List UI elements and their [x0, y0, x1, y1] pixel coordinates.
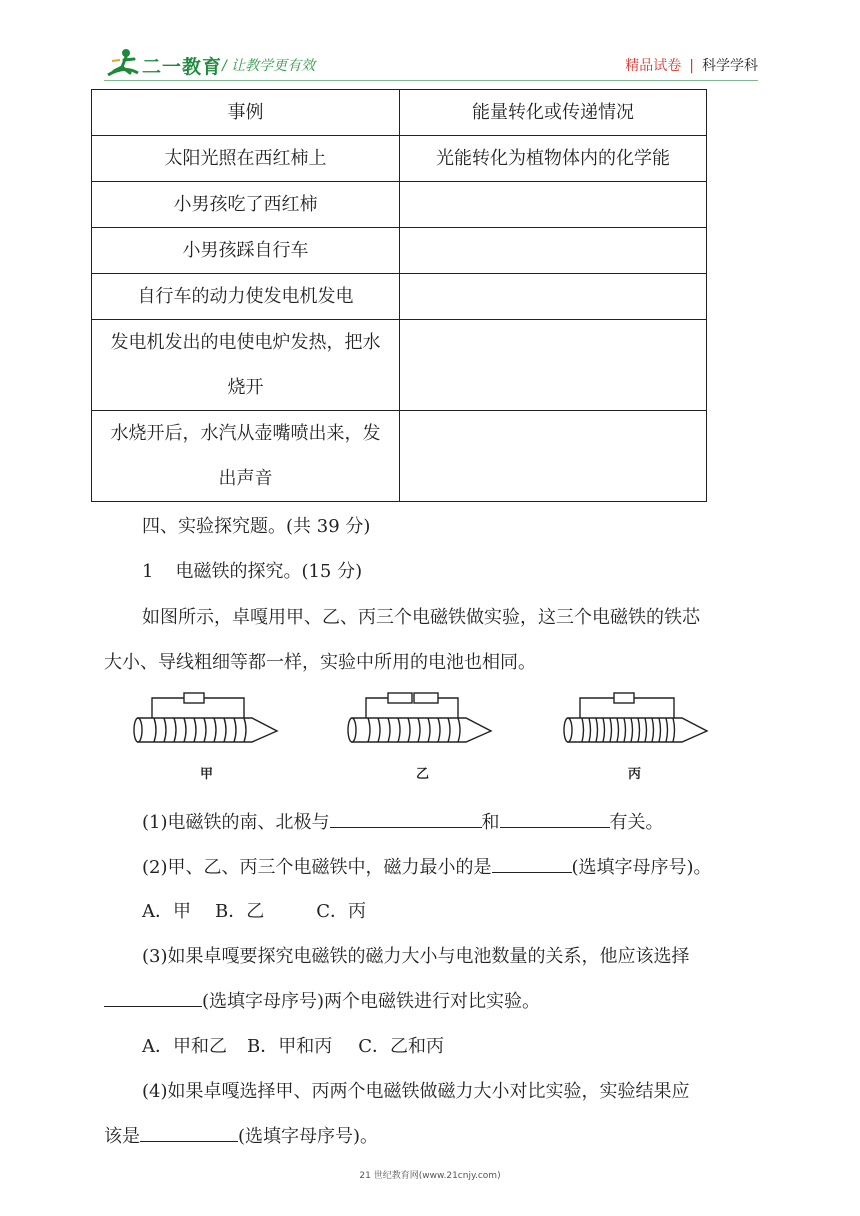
- option: A．甲: [142, 901, 191, 922]
- table-cell: 水烧开后，水汽从壶嘴喷出来，发出声音: [92, 411, 400, 502]
- question-1-4-line1: (4)如果卓嘎选择甲、丙两个电磁铁做磁力大小对比实验，实验结果应: [142, 1081, 690, 1102]
- brand-name: 二一教育: [142, 56, 223, 78]
- option: B．甲和丙: [247, 1036, 333, 1057]
- table-row: [92, 320, 707, 411]
- tag-premium: 精品试卷: [625, 58, 682, 74]
- table-cell: 太阳光照在西红柿上: [92, 136, 400, 182]
- answer-blank[interactable]: [500, 809, 610, 828]
- option: A．甲和乙: [142, 1036, 227, 1057]
- table-header-row: [92, 90, 707, 136]
- question-text: (选填字母序号)两个电磁铁进行对比实验。: [202, 991, 541, 1012]
- table-cell: 发电机发出的电使电炉发热，把水烧开: [92, 320, 400, 411]
- answer-blank[interactable]: [140, 1123, 238, 1142]
- question-text: (选填字母序号)。: [571, 857, 712, 878]
- question-1-2: [142, 853, 712, 879]
- figure-label-yi: 乙: [416, 767, 430, 782]
- option: B．乙: [215, 901, 265, 922]
- question-text: (2)甲、乙、丙三个电磁铁中，磁力最小的是: [142, 857, 492, 878]
- question-1-2-options: [142, 897, 366, 923]
- page-header: [0, 0, 860, 84]
- table-header-cell: 事例: [92, 90, 400, 136]
- question-1-1: [142, 808, 664, 834]
- page-footer: 21 世纪教育网(www.21cnjy.com): [359, 1171, 501, 1181]
- table-row: [92, 136, 707, 182]
- table-header-cell: 能量转化或传递情况: [400, 90, 707, 136]
- header-tags: [625, 55, 758, 75]
- question-1-3-line2: [104, 987, 540, 1013]
- tag-separator: |: [689, 58, 694, 74]
- brand-slogan: / 让教学更有效: [222, 58, 316, 74]
- intro-line-1: 如图所示，卓嘎用甲、乙、丙三个电磁铁做实验，这三个电磁铁的铁芯: [142, 607, 700, 628]
- question-1-4-line2: [104, 1122, 378, 1148]
- question-title: 电磁铁的探究。(15 分): [175, 561, 363, 582]
- table-cell: 光能转化为植物体内的化学能: [400, 136, 707, 182]
- question-text: (1)电磁铁的南、北极与: [142, 812, 330, 833]
- section-title: 四、实验探究题。(共 39 分): [142, 516, 371, 537]
- table-cell: [400, 182, 707, 228]
- header-divider: [104, 80, 758, 81]
- table-cell: [400, 320, 707, 411]
- table-cell: 小男孩吃了西红柿: [92, 182, 400, 228]
- option: C．丙: [316, 901, 367, 922]
- table-cell: [400, 228, 707, 274]
- answer-blank[interactable]: [104, 988, 202, 1007]
- table-row: [92, 182, 707, 228]
- question-text: 该是: [104, 1126, 140, 1147]
- table-cell: 自行车的动力使发电机发电: [92, 274, 400, 320]
- intro-line-2: 大小、导线粗细等都一样，实验中所用的电池也相同。: [104, 652, 536, 673]
- question-1-3-options: [142, 1032, 444, 1058]
- electromagnet-bing: [564, 693, 707, 742]
- electromagnet-jia: [134, 693, 277, 742]
- energy-table: [91, 89, 707, 502]
- question-1-3-line1: (3)如果卓嘎要探究电磁铁的磁力大小与电池数量的关系，他应该选择: [142, 946, 690, 967]
- question-number: 1: [142, 561, 154, 582]
- table-cell: [400, 411, 707, 502]
- option: C．乙和丙: [358, 1036, 445, 1057]
- answer-blank[interactable]: [492, 854, 572, 873]
- question-text: 和: [481, 812, 500, 833]
- question-1-heading: [142, 557, 362, 583]
- question-text: (选填字母序号)。: [238, 1126, 379, 1147]
- table-row: [92, 274, 707, 320]
- question-text: 有关。: [609, 812, 664, 833]
- table-cell: [400, 274, 707, 320]
- figure-label-jia: 甲: [200, 767, 214, 782]
- figure-label-bing: 丙: [628, 767, 642, 782]
- table-row: [92, 228, 707, 274]
- table-cell: 小男孩踩自行车: [92, 228, 400, 274]
- electromagnet-yi: [348, 693, 491, 742]
- tag-subject: 科学学科: [702, 58, 758, 74]
- answer-blank[interactable]: [330, 809, 482, 828]
- table-row: [92, 411, 707, 502]
